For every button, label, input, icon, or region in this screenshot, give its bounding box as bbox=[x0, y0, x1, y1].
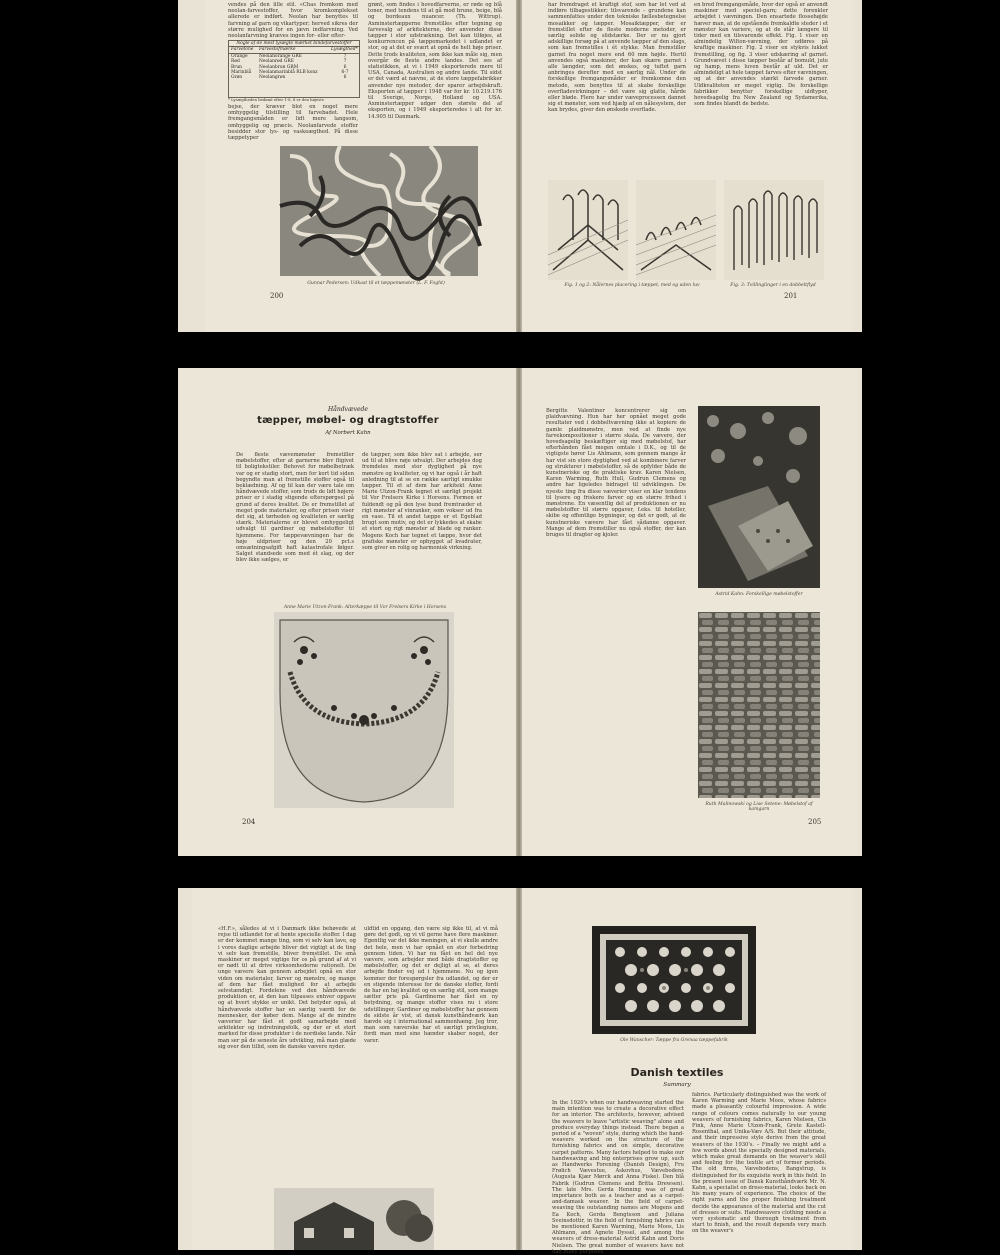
article-byline: Af Norbert Kahn bbox=[325, 430, 371, 436]
dye-table-header: Farvetone bbox=[231, 47, 254, 53]
spread-2-right-caption: Astrid Kahn: Forskellige møbelstoffer bbox=[715, 592, 803, 597]
altar-carpet-figure bbox=[274, 612, 454, 808]
spread-3-right-page bbox=[522, 888, 852, 1255]
summary-col1: In the 1920's when our handweaving started the main intention was to create a decorative effect for an interior. The architects, however, advised the weavers to leave "artistic weaving" alone and produce everyday things instead. There began a period of a "woven" style, during which the hand-weavers worked on the structure of the furnishing fabrics and on simple, decorative carpet patterns. Many factors helped to make our handweaving and big enterprises grow up, such as Handwerks Forening (Danish Design), Fru Frølich Vævestue, Askovhus, Vævebodens (Augusta Kjær Mørck and Anna Fiske). Den blå Fabrik (Gudrun Clemens and Britta Drewsen). The late Mrs. Gerda Henning was of great importance both as a teacher and as a carpet-and-damask weaver. In the field of carpet-weaving the outstanding names are Mogens and Ea Koch, Gerda Bengtsson and Juliana Sveinsdottir, in the field of furnishing fabrics can be mentioned Karen Warming, Marie Moos, Lis Ahlmann, and Agnete Dyssel, and among the weavers of dress-material Astrid Kahn and Doris Nielsen. The great number of weavers have not had many purposes, bbox=[552, 1100, 684, 1255]
dye-table-footnote: * Lysægtheden bedømt efter 1-8, 8 er den højeste bbox=[228, 97, 325, 102]
spread-1 bbox=[178, 0, 862, 332]
worsted-fabric-photo bbox=[698, 612, 820, 798]
weave-diagram-1 bbox=[548, 180, 628, 280]
spread-3-left-page bbox=[192, 888, 516, 1250]
carpet-design-figure bbox=[280, 146, 478, 276]
table-cell: 7 bbox=[343, 53, 347, 59]
table-cell: 6-7 bbox=[341, 70, 349, 76]
dye-table-header: Lysægthed* bbox=[331, 47, 358, 53]
weave-diagram-2 bbox=[636, 180, 716, 280]
table-cell: 7 bbox=[343, 59, 347, 65]
table-cell: Brun bbox=[231, 64, 242, 70]
spread-2-right-caption: Ruth Malinowski og Lise Setene: Møbelstof af kamgarn bbox=[705, 802, 813, 812]
table-cell: Orange bbox=[231, 53, 248, 59]
house-photo bbox=[274, 1188, 434, 1250]
spread-1-left-text-col2: grønt, som findes i hovedfarverne, er røde og blå toner, med tendens til at gå mod brune, beige, blå og bordeaux nuancer. (Th. Wittrup). Axminstertæpperne fremstilles efter tegning og farvevalg af arkitekterne, der anvender disse tæpper i stor udstrækning. Det kan tilføjes, at konkurrencen på tæppemarkedet i udlandet er stor, og at det er svært at opnå de helt høje priser. Dette trods kvaliteten, som ikke kan måle sig, men overgår de fleste andre landes. Det ses af statistikken, at vi i 1949 eksporterede mere til USA, Canada, Australien og andre lande. Til sidst er det værd at nævne, at de store tæppefabrikker anvender nye metoder, der sparer arbejdskraft. Eksporten af tæpper i 1948 var for kr. 10.219.176 til Sverige, Norge, Holland og USA. Axminstertæpper udgør den største del af eksporten, og i 1949 eksporteredes i alt for kr. 14.905 til Danmark. bbox=[368, 2, 502, 120]
weave-diagram-3 bbox=[724, 180, 824, 280]
dye-table-header: Farvestofmærke bbox=[259, 47, 296, 53]
spread-1-left-caption: Gunnar Pedersen: Udkast til et tæppemønster (L. F. Foght) bbox=[307, 281, 445, 286]
table-cell: Neolanrød GRE bbox=[259, 59, 294, 65]
dye-table bbox=[228, 40, 360, 98]
table-cell: Neolanmarinblå RLB konz bbox=[259, 70, 318, 76]
spread-1-right-text-col2: en bred fremgangsmåde, hvor der også er anvendt maskiner med speciel-garn; dette forenkler arbejdet i vævningen. Den ensartede flossehøjde hæver man, at de opstående fremkaldte steder i et mønster kan variere, og at de står længere til tider med en tilsvarende effekt. Fig. 1 viser en almindelig Wilton-vævning, der udføres på kraftige maskiner. Fig. 2 viser en stykvis lukket fremstilling, og fig. 3 viser udskæring af garnet. Grundvævet i disse tæpper består af bomuld, jute og hamp, mens luven består af uld. Det er almindeligt at hele tæppet farves efter vævningen, og at der anvendes stærkt farvede garner. Uldkvaliteten er meget vigtig. De forskellige fabrikker benytter forskellige uldtyper, hovedsagelig fra New Zealand og Sydamerika, som findes blandt de bedste. bbox=[694, 2, 828, 108]
spread-1-left-page bbox=[206, 0, 516, 332]
spread-2-left-page bbox=[180, 368, 516, 856]
spread-3-left-text-col1: «H.F.», således at vi i Danmark ikke behøvede at rejse til udlandet for at hente specielle stoffer. I dag er der kommet mange ting, som vi selv kan lave, og i vores daglige arbejde bliver det vigtigt at de ting vi selv kan fremstille, bliver fremstillet. De små maskiner er meget vigtige for os på grund af at vi er nødt til at drive virksomhederne rationelt. De unge vævere kan gennem arbejdet opnå en stor viden om materialer, farver og mønstre, og mange af dem har fået mulighed for at arbejde selvstændigt. Fordelene ved den håndvævede produktion er, at den kan tilpasses enhver opgave og at hvert stykke er unikt. Det betyder også, at håndvævede stoffer har en særlig værdi for de mennesker, der køber dem. Mange af de mindre væverier har fået et godt samarbejde med arkitekter og indretningsfolk, og der er et stort marked for disse produkter i de nordiske lande. Når man ser på de seneste års udvikling, må man glæde sig over den tillid, som de danske vævere nyder. bbox=[218, 926, 356, 1050]
article-title: tæpper, møbel- og dragtstoffer bbox=[257, 415, 439, 426]
page-number: 200 bbox=[270, 292, 284, 300]
grenaa-carpet-figure bbox=[592, 926, 756, 1034]
dye-table-caption: Nogle af de mest lysægte mærket bindefarvestoffer bbox=[229, 41, 359, 47]
table-cell: Neolanbrun GRM bbox=[259, 64, 299, 70]
spread-1-left-text-top: vendes på den lille stil. «Chas fremkom med neolan-farvestoffer, hvor kromkomplekset allerede er indført. Neolan har benyttes til farvning af garn og vikartyper; herved sikres der større mulighed for en jævn indfarvning. Ved neolanfarvning kræves ingen for- eller efter- bbox=[228, 2, 358, 40]
spread-1-right-caption: Fig. 1 og 2: Nålernes placering i tæppet, med og uden luv bbox=[564, 283, 700, 288]
furniture-fabric-photo bbox=[698, 406, 820, 588]
summary-col2: fabrics. Particularly distinguished was the work of Karen Warming and Marie Moos, whose fabrics made a pleasantly colourful impression. A wide range of colours comes naturally to our young weavers of furnishing fabrics, Karen Nielsen, Cis Fink, Anne Marie Utzon-Frank, Grete Kastell-Rosenthal, and Unika-Væv A/S. But their attitude, and their impressive style derive from the great weavers of the 1930's. – Finally we might add a few words about the specially designed materials, which make great demands on the weaver's skill and feeling for the textile art of former periods. The old firms, Vævebodens, Bangstrup, is distinguished for its exquisite work in this field. In the present issue of Dansk Kunsthåndværk Mr. N. Kahn, a specialist on dress-material, looks back on his many years of experience. The choice of the right yarns and the proper finishing treatment decide the appearance of the material and the cut of dresses or suits. Handweavers clothing needs a very systematic and thorough treatment from start to finish, and the result depends very much on the weaver's bbox=[692, 1092, 826, 1235]
spread-2-left-text-col2: de tæpper, som ikke blev sat i arbejde, ser ud til at blive nøje udvalgt. Der arbejdes dog fremdeles med stor dygtighed på nye mønstre og kvaliteter, og vi har også i år haft anledning til at se en række særligt smukke tæpper. Til et af dem har arkitekt Anne Marie Utzon-Frank tegnet et særligt projekt til Vor Frelsers Kirke i Horsens. Formen er fuldendt og på den lyse bund fremtræder et rigt mønster af vinranker, som vokser ud fra en vase. Til et andet tæppe er et Egeblad brugt som motiv, og det er lykkedes at skabe et stort og rigt mønster af blade og ranker. Mogens Koch har tegnet et tæppe, hvor det grafiske mønster er opbygget af kvadrater, som giver en rolig og harmonisk virkning. bbox=[362, 452, 482, 552]
spread-3 bbox=[178, 888, 862, 1255]
page-number: 204 bbox=[242, 818, 256, 826]
spread-3-left-text-col2: uldtid en opgang, den være sig ikke til, at vi må gøre det godt, og vi vil gerne have flere maskiner. Egentlig var det ikke meningen, at vi skulle ændre det hele, men vi har opnået en stor forbedring gennem tiden. Vi har nu fået en hel del nye vævere, som arbejder med både dragtstoffer og møbelstoffer, og det er dejligt at se, at deres arbejde finder vej ud i hjemmene. Nu og igen kommer der forespørgsler fra udlandet, og der er en stigende interesse for de danske stoffer, fordi de har en høj kvalitet og en særlig stil, som mange sætter pris på. Gardinerne har fået en ny betydning, og mange stoffer vises nu i store udstillinger. Gardiner og møbelstoffer har gennem de sidste år vist, at dansk kunsthåndværk kan hævde sig i international sammenhæng. Jeg tror, man som væverske har et særligt privilegium, fordi man med sine hænder skaber noget, der varer. bbox=[364, 926, 498, 1044]
article-kicker: Håndvævede bbox=[328, 406, 368, 413]
table-cell: Grøn bbox=[231, 75, 243, 81]
spread-2-right-page bbox=[522, 368, 858, 856]
spread-3-figure-caption: Ole Wanscher: Tæppe fra Grenaa tæppefabrik bbox=[620, 1038, 728, 1043]
summary-title: Danish textiles bbox=[630, 1066, 724, 1079]
spread-1-left-text-bottom: bejse, der kræver blot en noget mere omhyggelig tilstilling til farvebadet. Hele fremgangsmåden er lidt mere langsom, omhyggelig og præcis. Neolanfarvede stoffer besidder stor lys- og vaskeægthed. På disse tæppetyper bbox=[228, 104, 358, 142]
spread-2 bbox=[178, 368, 862, 856]
table-cell: Neolangrøn bbox=[259, 75, 286, 81]
spread-1-right-text-col1: har fremdraget et kraftigt stof, som har let ved at indføre tilbagestikker; tilsvarende – grundene kan sammenfattes under den tekniske fællesbetegnelse mosaikker og tæpper. Mosaiktæpper, der er fremstillet efter de fleste moderne metoder, er særlig solide og slidstærke. Der er nu gjort adskillige forsøg på at anvende tæpper af den slags, som kan fremstilles i ét stykke. Man fremstiller garnet fra noget mere end 60 mm højde. Hertil anvendes også maskiner, der kan skære garnet i alle længder, som det ønskes, og tuftet garn anbringes derefter med en særlig nål. Under de forskellige fremgangsmåder er fremkomne den metode, som benyttes til at skabe forskellige overfladevirkninger – det være sig glatte, hårde eller bløde. Flere har under væveprocessen dannet sig et mønster, som ved hjælp af en nålesystem, der kan brydes, giver den ønskede overflade. bbox=[548, 2, 686, 114]
spread-1-right-page bbox=[522, 0, 852, 332]
table-cell: Marinblå bbox=[231, 70, 252, 76]
page-number: 201 bbox=[784, 292, 798, 300]
spread-2-left-text-col1: De fleste vævemønster fremstiller møbelstoffer, efter at garnerne blev fligivet til boligtekstiler. Behovet for møbelbetræk var og er stadig stort, men for kort tid siden begyndte man at fremstille stoffer også til beklædning. Af og til kan der være tale om håndvævede stoffer, som trods de lidt højere priser er i stadig stigende efterspørgsel på grund af deres kvalitet. De er fremstillet af meget gode materialer, og efter prisen viser det sig, at tørheden og kvaliteten er særlig stærk. Materialerne er blevet omhyggeligt udvalgt til gardiner og møbelstoffer til hjemmene. For tæppevævningen har de høje uldpriser og den 20 pct.s omsætningsafgift haft katastrofale følger. Salget standsede som med ét slag, og der blev ikke sælges, er bbox=[236, 452, 354, 564]
table-cell: 6 bbox=[343, 64, 347, 70]
page-number: 205 bbox=[808, 818, 822, 826]
spread-2-figure-caption: Anne Marie Utzon-Frank: Alterkæppe til Vor Frelsers Kirke i Horsens bbox=[283, 605, 447, 610]
table-cell: 6 bbox=[343, 75, 347, 81]
spread-1-right-caption: Fig. 3: Tvillinglinger i en dobbeltflyd bbox=[730, 283, 816, 288]
table-cell: Neolanorange GRE bbox=[259, 53, 302, 59]
spread-2-right-text: Bergitte Valentiner koncentrerer sig om plaidvævning. Hun har her opnået meget gode resultater ved i dobbeltvævning ikke at kopiere de gamle plaidmønstre, men ved at finde nye farvekompositioner i større skala. De vævere, der hovedsagelig beskæftiger sig med møbelstof, har efterhånden fået megen omtale i D.K., og til de vigtigste hører Lis Ahlmann, som gennem mange år har vist sin store dygtighed ved at kombinere farver og strukturer i møbelstoffer, så de opfylder både de kunstneriske og de praktiske krav. Karen Nielsen, Karen Warming, Ruth Hull, Gudrun Clemens og andre har ligeledes bidraget til udviklingen. De nyeste ting fra disse væverier viser en klar tendens til lysere og friskere farver og en større frihed i mønstrene. En væsentlig del af produktionen er nu møbelstoffer til større opgaver, f.eks. til hoteller, skibe og offentlige bygninger, og det er godt, at de kunstneriske vævere har fået sådanne opgaver. Mange af dem fremstiller nu også stoffer, der kan bruges til dragter og kjoler. bbox=[546, 408, 686, 539]
table-cell: Rød bbox=[231, 59, 240, 65]
summary-subtitle: Summary bbox=[663, 1082, 691, 1088]
